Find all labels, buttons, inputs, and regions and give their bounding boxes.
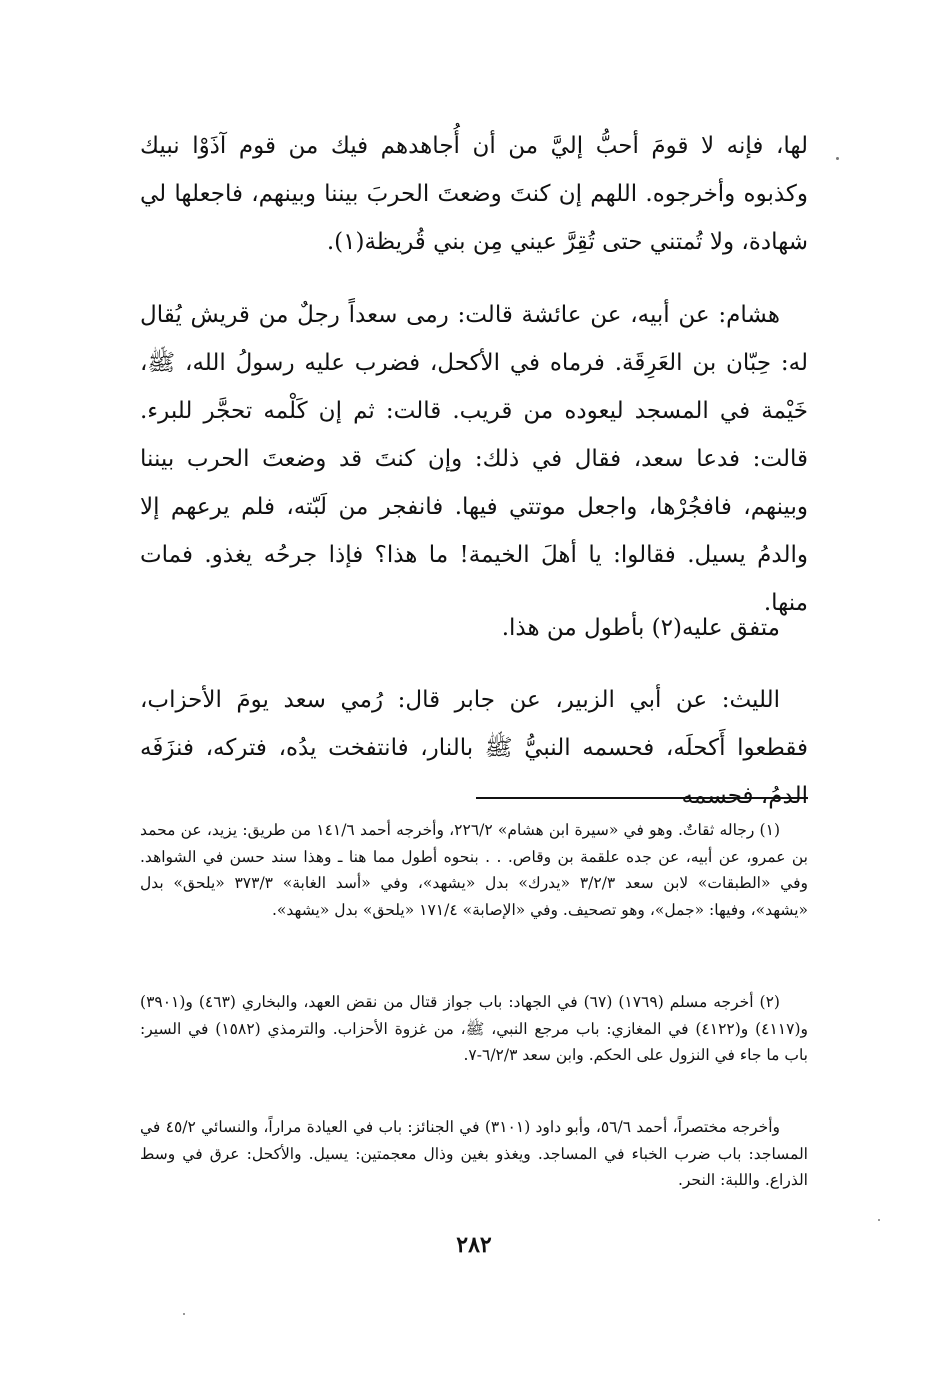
- footnote-divider: [476, 797, 808, 799]
- page-number: ٢٨٢: [456, 1232, 492, 1258]
- footnote-3-text: وأخرجه مختصراً، أحمد ٥٦/٦، وأبو داود (٣١٠١) في الجنائز: باب في العيادة مراراً، والنسائي ٤٥/٢ في المساجد: باب ضرب الخباء في المساجد. ويغذو بغين وذال معجمتين: يسيل. والأكحل: عرق في وسط الذراع. واللبة: النحر.: [140, 1118, 808, 1189]
- footnote-2: [140, 989, 808, 1069]
- scan-speck: [183, 1313, 185, 1315]
- main-paragraph-3: [140, 604, 808, 652]
- footnote-1: [140, 817, 808, 923]
- main-paragraph-1-text: لها، فإنه لا قومَ أحبُّ إليَّ من أن أُجاهدهم فيك من قوم آذَوْا نبيك وكذبوه وأخرجوه. اللهم إن كنتَ وضعتَ الحربَ بيننا وبينهم، فاجعلها لي شهادة، ولا تُمتني حتى تُقِرَّ عيني مِن بني قُريظة(١).: [140, 133, 808, 255]
- main-paragraph-4-text: الليث: عن أبي الزبير، عن جابر قال: رُمي سعد يومَ الأحزاب، فقطعوا أَكحلَه، فحسمه النبيُّ ﷺ بالنار، فانتفخت يدُه، فتركه، فنزَفَه الدمُ، فحسمه: [140, 687, 808, 809]
- scan-speck: [836, 157, 839, 160]
- main-paragraph-3-text: متفق عليه(٢) بأطول من هذا.: [501, 615, 780, 641]
- main-paragraph-1: [140, 122, 808, 266]
- footnote-2-text: (٢) أخرجه مسلم (١٧٦٩) (٦٧) في الجهاد: باب جواز قتال من نقض العهد، والبخاري (٤٦٣) و(٣٩٠١) و(٤١١٧) و(٤١٢٢) في المغازي: باب مرجع النبي، ﷺ، من غزوة الأحزاب. والترمذي (١٥٨٢) في السير: باب ما جاء في النزول على الحكم. وابن سعد ٦/٢/٣-٧.: [140, 993, 809, 1064]
- footnote-1-text: (١) رجاله ثقاتٌ. وهو في «سيرة ابن هشام» ٢٢٦/٢، وأخرجه أحمد ١٤١/٦ من طريق: يزيد، عن محمد بن عمرو، عن أبيه، عن جده علقمة بن وقاص. . . بنحوه أطول مما هنا ـ وهذا سند حسن في الشواهد. وفي «الطبقات» لابن سعد ٣/٢/٣ «يدرك» بدل «يشهد»، وفي «أسد الغابة» ٣٧٣/٣ «يلحق» بدل «يشهد»، وفيها: «جمل»، وهو تصحيف. وفي «الإصابة» ١٧١/٤ «يلحق» بدل «يشهد».: [140, 821, 808, 919]
- footnote-3: [140, 1114, 808, 1194]
- scan-speck: [878, 1219, 880, 1221]
- main-paragraph-2-text: هشام: عن أبيه، عن عائشة قالت: رمى سعداً رجلٌ من قريش يُقال له: حِبّان بن العَرِقَة. فرماه في الأكحل، فضرب عليه رسولُ الله، ﷺ، خَيْمة في المسجد ليعوده من قريب. قالت: ثم إن كَلْمه تحجَّر للبرء. قالت: فدعا سعد، فقال في ذلك: وإن كنتَ قد وضعتَ الحرب بيننا وبينهم، فافجُرْها، واجعل موتتي فيها. فانفجر من لَبّته، فلم يرعهم إلا والدمُ يسيل. فقالوا: يا أهلَ الخيمة! ما هذا؟ فإذا جرحُه يغذو. فمات منها.: [140, 302, 808, 616]
- main-paragraph-2: [140, 291, 808, 627]
